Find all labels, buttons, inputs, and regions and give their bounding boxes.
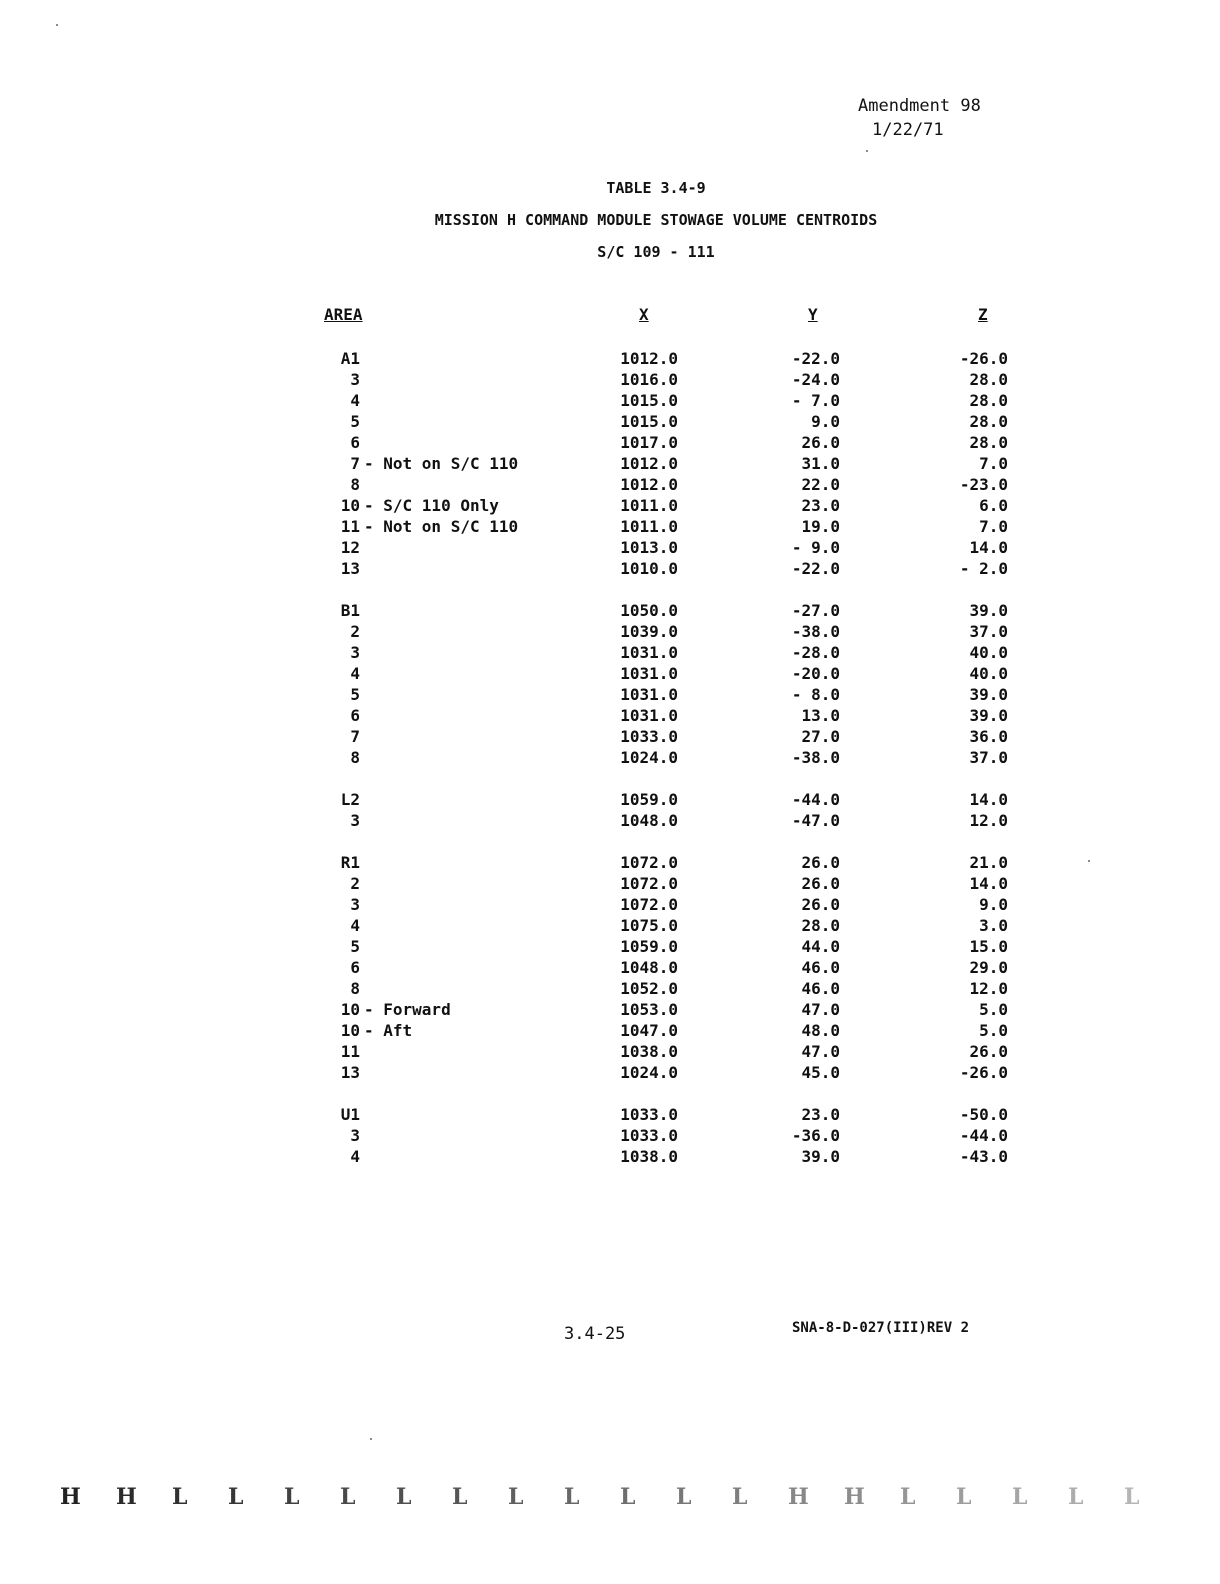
table-row (0, 726, 1220, 747)
z-cell: 3.0 (979, 916, 1008, 935)
area-cell: 4 (350, 391, 360, 410)
table-title: MISSION H COMMAND MODULE STOWAGE VOLUME CENTROIDS (434, 211, 878, 229)
y-cell: 31.0 (801, 454, 840, 473)
z-cell: 14.0 (969, 538, 1008, 557)
area-cell: 5 (350, 937, 360, 956)
document-id: SNA-8-D-027(III)REV 2 (792, 1320, 970, 1336)
scan-speck (370, 1438, 372, 1440)
area-cell: L2 (340, 790, 360, 809)
table-row (0, 852, 1220, 873)
area-cell: 3 (350, 643, 360, 662)
note-cell: - Not on S/C 110 (364, 517, 519, 536)
area-group (0, 1104, 1220, 1167)
area-cell: 4 (350, 916, 360, 935)
page-number: 3.4-25 (564, 1324, 626, 1344)
z-cell: 40.0 (969, 643, 1008, 662)
y-cell: - 9.0 (791, 538, 840, 557)
y-cell: 23.0 (801, 496, 840, 515)
scan-mark: L (508, 1484, 524, 1510)
z-cell: 37.0 (969, 622, 1008, 641)
table-row (0, 1104, 1220, 1125)
z-cell: -43.0 (959, 1147, 1008, 1166)
area-cell: 5 (350, 412, 360, 431)
column-header-z: Z (978, 305, 988, 324)
y-cell: 23.0 (801, 1105, 840, 1124)
x-cell: 1053.0 (620, 1000, 678, 1019)
area-cell: 6 (350, 706, 360, 725)
y-cell: 26.0 (801, 433, 840, 452)
table-row (0, 936, 1220, 957)
scan-mark: L (620, 1484, 636, 1510)
x-cell: 1033.0 (620, 727, 678, 746)
z-cell: 21.0 (969, 853, 1008, 872)
z-cell: 5.0 (979, 1021, 1008, 1040)
z-cell: -23.0 (959, 475, 1008, 494)
x-cell: 1047.0 (620, 1021, 678, 1040)
scan-mark: L (284, 1484, 300, 1510)
y-cell: -22.0 (791, 349, 840, 368)
y-cell: 45.0 (801, 1063, 840, 1082)
area-group (0, 789, 1220, 831)
y-cell: 22.0 (801, 475, 840, 494)
z-cell: - 2.0 (959, 559, 1008, 578)
table-number: TABLE 3.4-9 (606, 179, 706, 197)
scan-mark: L (1068, 1484, 1084, 1510)
scan-mark: L (452, 1484, 468, 1510)
note-cell: - Aft (364, 1021, 413, 1040)
x-cell: 1059.0 (620, 937, 678, 956)
area-cell: 10 (340, 1000, 360, 1019)
x-cell: 1072.0 (620, 895, 678, 914)
area-cell: 4 (350, 664, 360, 683)
y-cell: 26.0 (801, 853, 840, 872)
area-cell: 11 (340, 1042, 360, 1061)
y-cell: -47.0 (791, 811, 840, 830)
x-cell: 1017.0 (620, 433, 678, 452)
area-cell: 13 (340, 1063, 360, 1082)
table-row (0, 1041, 1220, 1062)
scan-mark: L (564, 1484, 580, 1510)
z-cell: 29.0 (969, 958, 1008, 977)
y-cell: -24.0 (791, 370, 840, 389)
x-cell: 1048.0 (620, 958, 678, 977)
table-row (0, 789, 1220, 810)
x-cell: 1015.0 (620, 412, 678, 431)
z-cell: -50.0 (959, 1105, 1008, 1124)
y-cell: 47.0 (801, 1000, 840, 1019)
x-cell: 1015.0 (620, 391, 678, 410)
table-row (0, 642, 1220, 663)
table-row (0, 1062, 1220, 1083)
area-cell: 2 (350, 874, 360, 893)
z-cell: 9.0 (979, 895, 1008, 914)
x-cell: 1031.0 (620, 706, 678, 725)
table-row (0, 663, 1220, 684)
note-cell: - S/C 110 Only (364, 496, 499, 515)
y-cell: -36.0 (791, 1126, 840, 1145)
area-cell: 7 (350, 454, 360, 473)
x-cell: 1031.0 (620, 664, 678, 683)
y-cell: -28.0 (791, 643, 840, 662)
x-cell: 1075.0 (620, 916, 678, 935)
x-cell: 1072.0 (620, 874, 678, 893)
z-cell: 15.0 (969, 937, 1008, 956)
table-row (0, 348, 1220, 369)
area-cell: 12 (340, 538, 360, 557)
x-cell: 1016.0 (620, 370, 678, 389)
x-cell: 1050.0 (620, 601, 678, 620)
scan-speck (1088, 860, 1090, 862)
x-cell: 1072.0 (620, 853, 678, 872)
area-cell: 6 (350, 433, 360, 452)
table-row (0, 453, 1220, 474)
z-cell: 39.0 (969, 685, 1008, 704)
area-cell: 11 (340, 517, 360, 536)
table-row (0, 873, 1220, 894)
area-cell: U1 (340, 1105, 360, 1124)
scan-mark: L (676, 1484, 692, 1510)
x-cell: 1011.0 (620, 517, 678, 536)
table-row (0, 684, 1220, 705)
scan-mark: H (60, 1484, 81, 1510)
y-cell: 26.0 (801, 874, 840, 893)
table-row (0, 474, 1220, 495)
table-row (0, 705, 1220, 726)
z-cell: 36.0 (969, 727, 1008, 746)
table-row (0, 411, 1220, 432)
table-row (0, 915, 1220, 936)
amendment-label: Amendment 98 (858, 96, 981, 116)
y-cell: - 8.0 (791, 685, 840, 704)
table-row (0, 999, 1220, 1020)
table-row (0, 390, 1220, 411)
area-cell: 3 (350, 370, 360, 389)
z-cell: 26.0 (969, 1042, 1008, 1061)
column-header-area: AREA (324, 305, 363, 324)
y-cell: -22.0 (791, 559, 840, 578)
scan-mark: L (732, 1484, 748, 1510)
scan-mark: H (788, 1484, 809, 1510)
table-row (0, 621, 1220, 642)
x-cell: 1012.0 (620, 454, 678, 473)
x-cell: 1024.0 (620, 1063, 678, 1082)
x-cell: 1033.0 (620, 1105, 678, 1124)
area-group (0, 600, 1220, 768)
z-cell: 28.0 (969, 391, 1008, 410)
scan-mark: H (844, 1484, 865, 1510)
table-row (0, 894, 1220, 915)
z-cell: -44.0 (959, 1126, 1008, 1145)
table-row (0, 957, 1220, 978)
x-cell: 1038.0 (620, 1147, 678, 1166)
z-cell: 12.0 (969, 979, 1008, 998)
table-row (0, 810, 1220, 831)
area-cell: 6 (350, 958, 360, 977)
y-cell: -38.0 (791, 622, 840, 641)
table-row (0, 1020, 1220, 1041)
note-cell: - Not on S/C 110 (364, 454, 519, 473)
y-cell: 28.0 (801, 916, 840, 935)
y-cell: -38.0 (791, 748, 840, 767)
x-cell: 1052.0 (620, 979, 678, 998)
scan-mark: L (1124, 1484, 1140, 1510)
scan-mark: L (228, 1484, 244, 1510)
y-cell: -27.0 (791, 601, 840, 620)
table-row (0, 537, 1220, 558)
area-cell: 4 (350, 1147, 360, 1166)
table-row (0, 432, 1220, 453)
y-cell: - 7.0 (791, 391, 840, 410)
area-cell: 13 (340, 559, 360, 578)
area-cell: B1 (340, 601, 360, 620)
z-cell: 14.0 (969, 790, 1008, 809)
z-cell: -26.0 (959, 1063, 1008, 1082)
y-cell: 48.0 (801, 1021, 840, 1040)
scan-mark: L (396, 1484, 412, 1510)
table-row (0, 600, 1220, 621)
table-row (0, 516, 1220, 537)
area-cell: 3 (350, 895, 360, 914)
y-cell: 26.0 (801, 895, 840, 914)
z-cell: 7.0 (979, 454, 1008, 473)
y-cell: 9.0 (811, 412, 840, 431)
z-cell: 7.0 (979, 517, 1008, 536)
z-cell: 28.0 (969, 433, 1008, 452)
area-cell: 8 (350, 475, 360, 494)
y-cell: 46.0 (801, 958, 840, 977)
area-cell: 3 (350, 811, 360, 830)
x-cell: 1024.0 (620, 748, 678, 767)
y-cell: -44.0 (791, 790, 840, 809)
area-cell: 8 (350, 748, 360, 767)
table-row (0, 369, 1220, 390)
x-cell: 1048.0 (620, 811, 678, 830)
table-row (0, 558, 1220, 579)
area-cell: A1 (340, 349, 360, 368)
y-cell: 27.0 (801, 727, 840, 746)
area-cell: 2 (350, 622, 360, 641)
y-cell: 19.0 (801, 517, 840, 536)
area-cell: 8 (350, 979, 360, 998)
z-cell: 5.0 (979, 1000, 1008, 1019)
z-cell: 39.0 (969, 601, 1008, 620)
spacecraft-range: S/C 109 - 111 (597, 243, 715, 261)
x-cell: 1031.0 (620, 685, 678, 704)
table-row (0, 747, 1220, 768)
table-titles (0, 176, 1220, 272)
x-cell: 1033.0 (620, 1126, 678, 1145)
y-cell: 44.0 (801, 937, 840, 956)
area-group (0, 348, 1220, 579)
x-cell: 1031.0 (620, 643, 678, 662)
z-cell: 28.0 (969, 370, 1008, 389)
area-cell: 10 (340, 1021, 360, 1040)
centroid-table (0, 348, 1220, 1188)
y-cell: 13.0 (801, 706, 840, 725)
scan-speck (866, 150, 868, 152)
y-cell: 39.0 (801, 1147, 840, 1166)
scan-mark: L (956, 1484, 972, 1510)
area-cell: 10 (340, 496, 360, 515)
x-cell: 1012.0 (620, 349, 678, 368)
scan-speck (56, 24, 58, 26)
z-cell: 6.0 (979, 496, 1008, 515)
z-cell: 28.0 (969, 412, 1008, 431)
x-cell: 1059.0 (620, 790, 678, 809)
scan-mark: L (1012, 1484, 1028, 1510)
area-group (0, 852, 1220, 1083)
table-row (0, 978, 1220, 999)
area-cell: 5 (350, 685, 360, 704)
z-cell: 12.0 (969, 811, 1008, 830)
z-cell: 37.0 (969, 748, 1008, 767)
area-cell: R1 (340, 853, 360, 872)
column-header-x: X (639, 305, 649, 324)
note-cell: - Forward (364, 1000, 451, 1019)
scan-mark: L (340, 1484, 356, 1510)
scan-mark: L (172, 1484, 188, 1510)
area-cell: 3 (350, 1126, 360, 1145)
x-cell: 1039.0 (620, 622, 678, 641)
z-cell: 39.0 (969, 706, 1008, 725)
table-row (0, 1125, 1220, 1146)
area-cell: 7 (350, 727, 360, 746)
x-cell: 1010.0 (620, 559, 678, 578)
table-row (0, 1146, 1220, 1167)
y-cell: 47.0 (801, 1042, 840, 1061)
amendment-block (858, 94, 981, 142)
z-cell: 40.0 (969, 664, 1008, 683)
table-row (0, 495, 1220, 516)
y-cell: -20.0 (791, 664, 840, 683)
y-cell: 46.0 (801, 979, 840, 998)
z-cell: 14.0 (969, 874, 1008, 893)
column-header-y: Y (808, 305, 818, 324)
x-cell: 1038.0 (620, 1042, 678, 1061)
amendment-date: 1/22/71 (872, 120, 944, 140)
x-cell: 1011.0 (620, 496, 678, 515)
scan-mark: L (900, 1484, 916, 1510)
x-cell: 1012.0 (620, 475, 678, 494)
scan-mark: H (116, 1484, 137, 1510)
x-cell: 1013.0 (620, 538, 678, 557)
z-cell: -26.0 (959, 349, 1008, 368)
